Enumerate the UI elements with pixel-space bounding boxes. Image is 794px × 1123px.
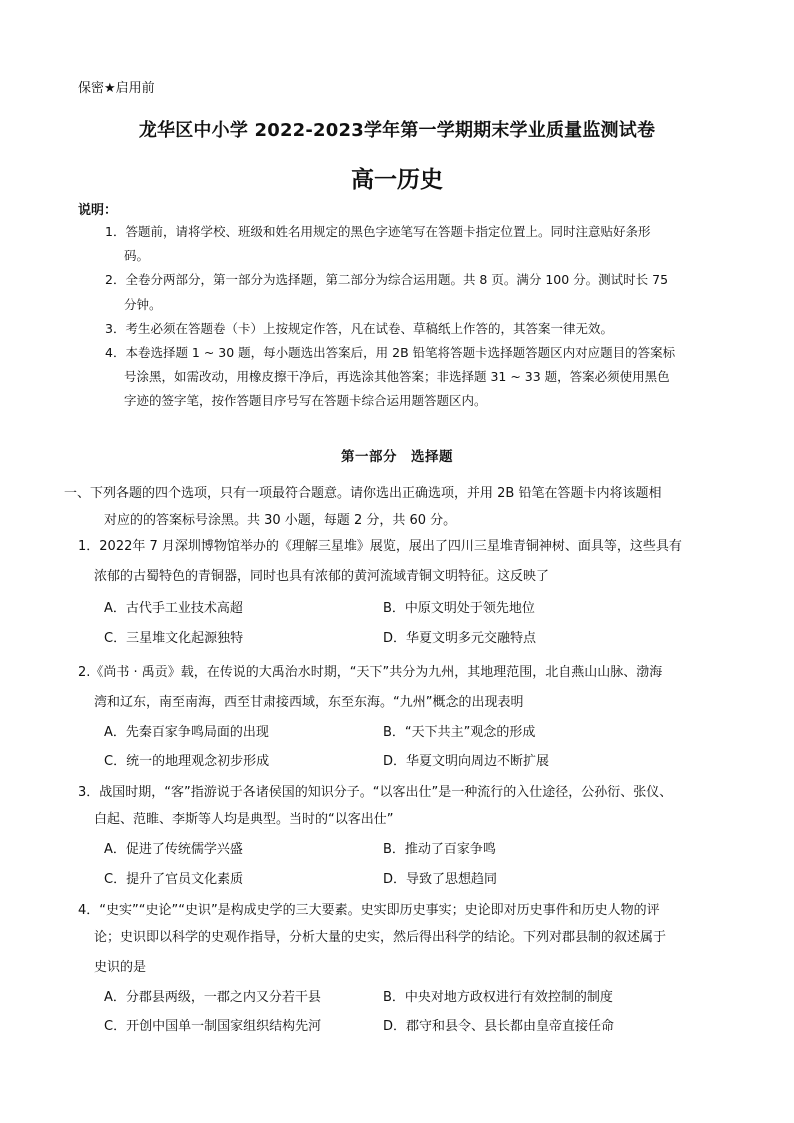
question-3-line-2: 白起、范睢、李斯等人均是典型。当时的“以客出仕” — [94, 812, 394, 827]
question-3-option-d: D．导致了思想趋同 — [383, 872, 498, 887]
section-title: 第一部分 选择题 — [341, 449, 453, 465]
question-1-option-d: D．华夏文明多元交融特点 — [383, 631, 537, 646]
note-2-line-1: 2．全卷分两部分，第一部分为选择题，第二部分为综合运用题。共 8 页。满分 100 分。测试时长 75 — [105, 272, 669, 287]
question-4-option-b: B．中央对地方政权进行有效控制的制度 — [383, 990, 613, 1005]
section-instruction-line-2: 对应的的答案标号涂黑。共 30 小题，每题 2 分，共 60 分。 — [104, 513, 457, 528]
section-instruction-line-1: 一、下列各题的四个选项，只有一项最符合题意。请你选出正确选项，并用 2B 铅笔在答题卡内将该题相 — [64, 486, 662, 501]
note-4-line-3: 字迹的签字笔，按作答题目序号写在答题卡综合运用题答题区内。 — [124, 393, 487, 408]
note-3-line-1: 3．考生必须在答题卷（卡）上按规定作答，凡在试卷、草稿纸上作答的，其答案一律无效。 — [105, 321, 613, 336]
exam-title: 龙华区中小学 2022-2023学年第一学期期末学业质量监测试卷 — [138, 120, 656, 141]
question-4-line-1: 4．“史实”“史论”“史识”是构成史学的三大要素。史实即历史事实；史论即对历史事件和历史人物的评 — [78, 903, 660, 918]
question-2-option-d: D．华夏文明向周边不断扩展 — [383, 754, 550, 769]
question-4-option-a: A．分郡县两级，一郡之内又分若干县 — [104, 990, 321, 1005]
question-1-line-1: 1．2022年 7 月深圳博物馆举办的《理解三星堆》展览，展出了四川三星堆青铜神树、面具等，这些具有 — [78, 539, 682, 554]
question-3-line-1: 3．战国时期，“客”指游说于各诸侯国的知识分子。“以客出仕”是一种流行的入仕途径，公孙衍、张仪、 — [78, 785, 673, 800]
question-1-option-c: C．三星堆文化起源独特 — [104, 631, 244, 646]
question-2-line-2: 湾和辽东，南至南海，西至甘肃接西域，东至东海。“九州”概念的出现表明 — [94, 695, 524, 710]
note-2-line-2: 分钟。 — [124, 297, 162, 312]
question-3-option-b: B．推动了百家争鸣 — [383, 842, 496, 857]
question-2-option-b: B．“天下共主”观念的形成 — [383, 725, 536, 740]
question-1-line-2: 浓郁的古蜀特色的青铜器，同时也具有浓郁的黄河流域青铜文明特征。这反映了 — [94, 569, 550, 584]
question-4-line-3: 史识的是 — [94, 960, 147, 975]
subject-title: 高一历史 — [351, 167, 443, 193]
notes-heading: 说明： — [78, 203, 118, 218]
question-2-option-c: C．统一的地理观念初步形成 — [104, 754, 270, 769]
note-4-line-1: 4．本卷选择题 1 ~ 30 题，每小题选出答案后，用 2B 铅笔将答题卡选择题答题区内对应题目的答案标 — [105, 345, 676, 360]
note-1-line-2: 码。 — [124, 248, 150, 263]
question-4-line-2: 论；史识即以科学的史观作指导，分析大量的史实，然后得出科学的结论。下列对郡县制的叙述属于 — [94, 930, 667, 945]
question-2-line-1: 2.《尚书 · 禹贡》载，在传说的大禹治水时期，“天下”共分为九州，其地理范围，北自燕山山脉、渤海 — [78, 665, 663, 680]
question-4-option-d: D．郡守和县令、县长都由皇帝直接任命 — [383, 1019, 615, 1034]
question-3-option-c: C．提升了官员文化素质 — [104, 872, 244, 887]
question-1-option-a: A．古代手工业技术高超 — [104, 601, 243, 616]
question-1-option-b: B．中原文明处于领先地位 — [383, 601, 535, 616]
question-2-option-a: A．先秦百家争鸣局面的出现 — [104, 725, 269, 740]
question-3-option-a: A．促进了传统儒学兴盛 — [104, 842, 243, 857]
note-4-line-2: 号涂黑，如需改动，用橡皮擦干净后，再选涂其他答案；非选择题 31 ~ 33 题，答案必须使用黑色 — [124, 369, 670, 384]
note-1-line-1: 1．答题前，请将学校、班级和姓名用规定的黑色字迹笔写在答题卡指定位置上。同时注意贴好条形 — [105, 224, 651, 239]
confidential-label: 保密★启用前 — [78, 81, 155, 96]
question-4-option-c: C．开创中国单一制国家组织结构先河 — [104, 1019, 322, 1034]
